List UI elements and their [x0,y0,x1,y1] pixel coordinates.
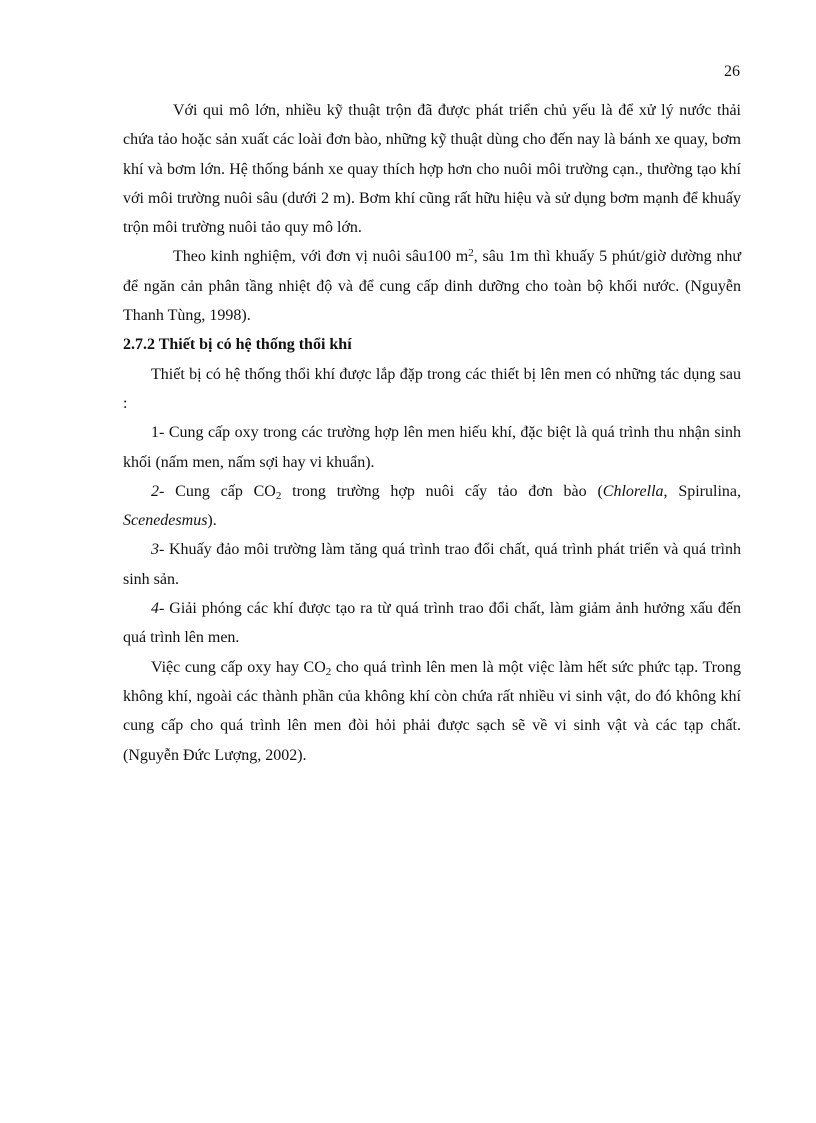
paragraph-final [123,653,741,770]
list-item-2-text-d: ). [207,512,217,530]
paragraph-mixing-techniques: Với qui mô lớn, nhiều kỹ thuật trộn đã được phát triển chủ yếu là để xử lý nước thải chứa tảo hoặc sản xuất các loài đơn bào, những kỹ thuật dùng cho đến nay là bánh xe quay, bơm khí và bơm lớn. Hệ thống bánh xe quay thích hợp hơn cho nuôi môi trường cạn., thường tạo khí với môi trường nuôi sâu (dưới 2 m). Bơm khí cũng rất hữu hiệu và sử dụng bơm mạnh để khuấy trộn môi trường nuôi tảo quy mô lớn. [123,102,741,237]
list-item-1-text: Cung cấp oxy trong các trường hợp lên men hiếu khí, đặc biệt là quá trình thu nhận sinh khối (nấm men, nấm sợi hay vi khuẩn). [123,424,742,471]
list-item-2 [123,477,741,536]
paragraph-experience-text-b: , sâu 1m thì khuấy 5 phút/giờ dường như để ngăn cản phân tầng nhiệt độ và để cung cấp dinh dưỡng cho toàn bộ khối nước. (Nguyễn Thanh Tùng, 1998). [123,248,741,325]
list-item-4-text: Giải phóng các khí được tạo ra từ quá trình trao đổi chất, làm giảm ảnh hưởng xấu đến quá trình lên men. [123,600,741,647]
list-item-2-text-a: Cung cấp CO [175,482,276,500]
list-item-4 [123,594,741,653]
list-item-2-text-b: trong trường hợp nuôi cấy tảo đơn bào ( [281,482,603,500]
subscript-2: 2 [325,665,332,678]
list-item-1 [123,418,741,477]
list-item-2-number: 2- [151,482,165,500]
section-heading: 2.7.2 Thiết bị có hệ thống thổi khí [123,336,352,354]
page-body [123,96,741,770]
superscript-2: 2 [468,247,474,260]
page-number: 26 [724,63,740,80]
paragraph-final-text-b: cho quá trình lên men là một việc làm hết sức phức tạp. Trong không khí, ngoài các thành phần của không khí còn chứa rất nhiều vi sinh vật, do đó không khí cung cấp cho quá trình lên men đòi hỏi phải được sạch sẽ về vi sinh vật và các tạp chất. (Nguyễn Đức Lượng, 2002). [123,658,741,764]
list-item-3-text: Khuấy đảo môi trường làm tăng quá trình trao đổi chất, quá trình phát triển và quá trình sinh sản. [123,541,741,588]
paragraph-experience [123,242,741,330]
paragraph-intro: Thiết bị có hệ thống thổi khí được lắp đặp trong các thiết bị lên men có những tác dụng sau : [123,365,741,412]
list-item-4-number: 4- [151,600,165,618]
species-scenedesmus: Scenedesmus [123,512,208,530]
list-item-2-text-c: , Spirulina, [663,482,741,500]
list-item-1-number: 1- [151,424,165,442]
list-item-3 [123,535,741,594]
paragraph-final-text-a: Việc cung cấp oxy hay CO [151,658,326,676]
species-chlorella: Chlorella [602,482,664,500]
subscript-2: 2 [275,489,282,502]
paragraph-experience-text-a: Theo kinh nghiệm, với đơn vị nuôi sâu100 m [173,248,469,266]
list-item-3-number: 3- [151,541,165,559]
